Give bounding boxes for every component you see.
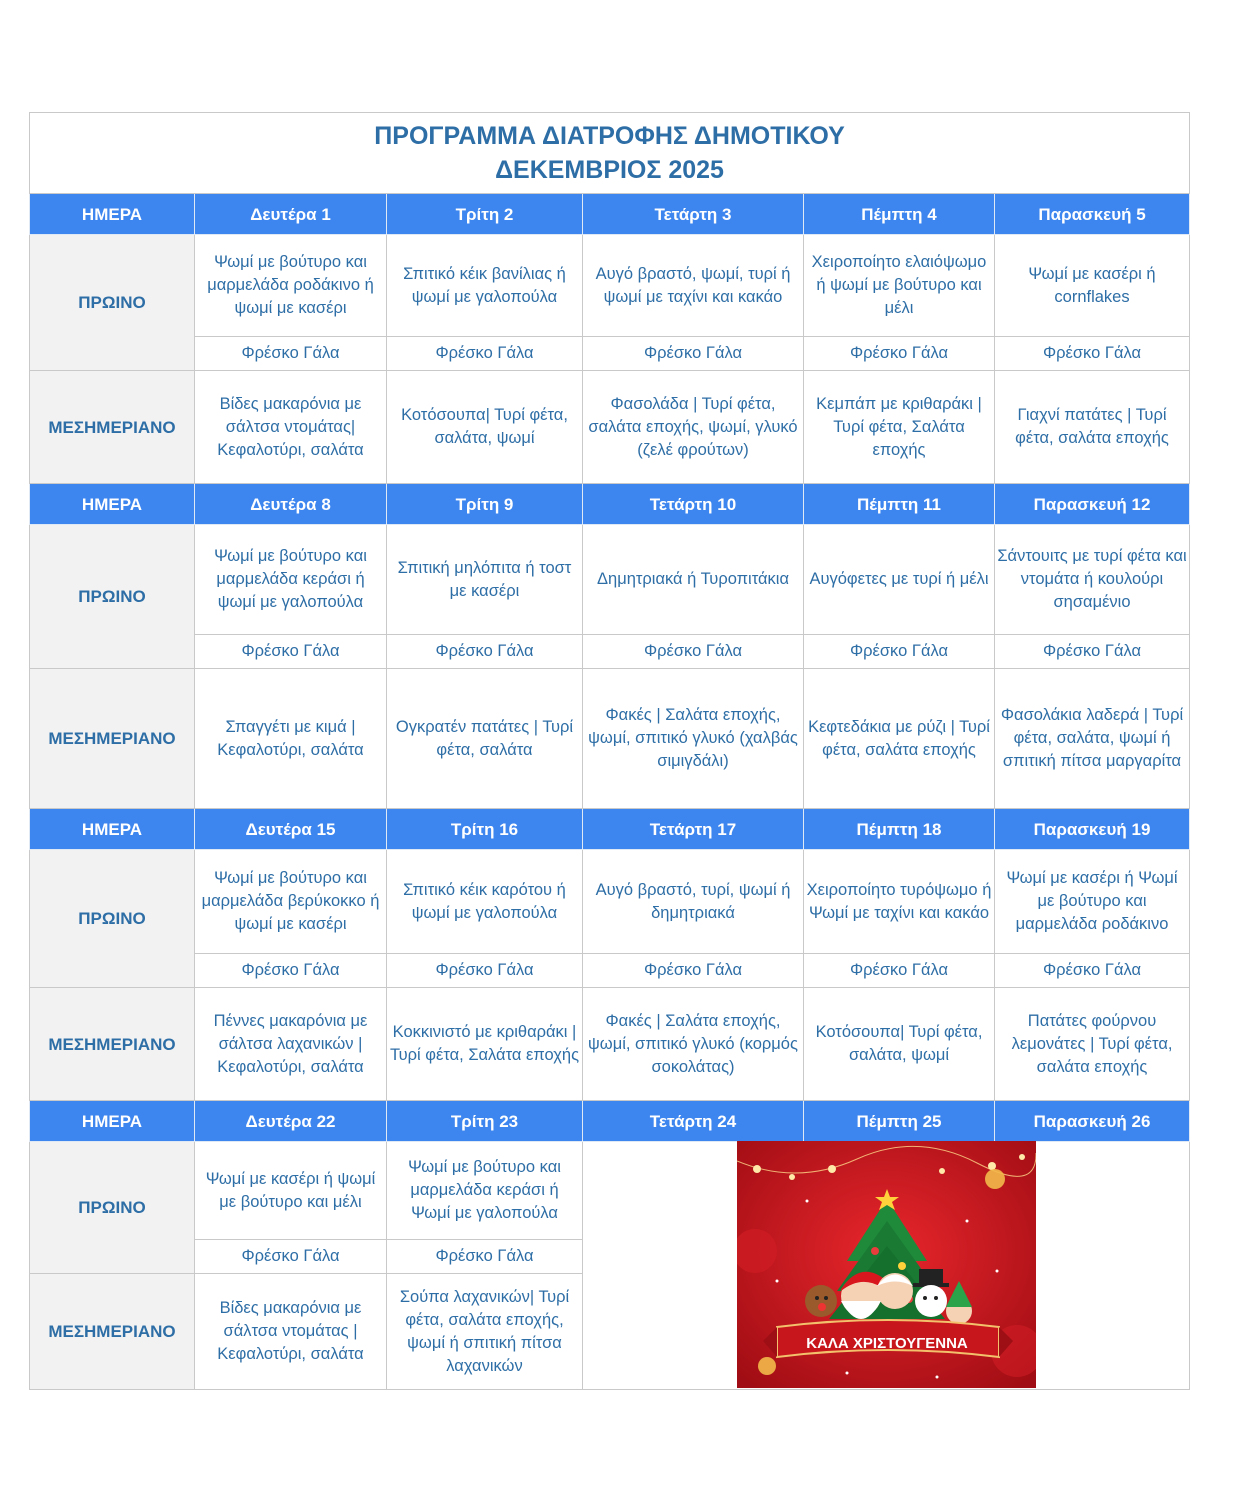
week-3-breakfast-row	[30, 850, 1190, 954]
milk-cell: Φρέσκο Γάλα	[804, 337, 995, 371]
greeting-banner-text: ΚΑΛΑ ΧΡΙΣΤΟΥΓΕΝΝΑ	[806, 1335, 968, 1352]
week-1-breakfast-row	[30, 235, 1190, 337]
week-3-lunch-row	[30, 988, 1190, 1101]
breakfast-cell: Σπιτικό κέικ καρότου ή ψωμί με γαλοπούλα	[387, 850, 583, 954]
week-4-breakfast-row	[30, 1142, 1190, 1240]
lunch-cell: Φακές | Σαλάτα εποχής, ψωμί, σπιτικό γλυκό (κορμός σοκολάτας)	[583, 988, 804, 1101]
breakfast-cell: Δημητριακά ή Τυροπιτάκια	[583, 525, 804, 635]
lunch-cell: Πατάτες φούρνου λεμονάτες | Τυρί φέτα, σαλάτα εποχής	[995, 988, 1190, 1101]
milk-cell: Φρέσκο Γάλα	[387, 954, 583, 988]
week-1-header-row	[30, 194, 1190, 235]
title-line-2: ΔΕΚΕΜΒΡΙΟΣ 2025	[495, 156, 724, 184]
day-label: ΗΜΕΡΑ	[30, 194, 195, 235]
day-header: Τρίτη 16	[387, 809, 583, 850]
lunch-cell: Σπαγγέτι με κιμά | Κεφαλοτύρι, σαλάτα	[195, 669, 387, 809]
day-header: Τρίτη 2	[387, 194, 583, 235]
week-4-header-row	[30, 1101, 1190, 1142]
breakfast-label: ΠΡΩΙΝΟ	[30, 525, 195, 669]
day-header: Τετάρτη 24	[583, 1101, 804, 1142]
milk-cell: Φρέσκο Γάλα	[804, 954, 995, 988]
milk-cell: Φρέσκο Γάλα	[195, 954, 387, 988]
lunch-label: ΜΕΣΗΜΕΡΙΑΝΟ	[30, 669, 195, 809]
milk-cell: Φρέσκο Γάλα	[195, 635, 387, 669]
day-label: ΗΜΕΡΑ	[30, 809, 195, 850]
breakfast-cell: Αυγό βραστό, τυρί, ψωμί ή δημητριακά	[583, 850, 804, 954]
day-header: Παρασκευή 26	[995, 1101, 1190, 1142]
breakfast-cell: Αυγόφετες με τυρί ή μέλι	[804, 525, 995, 635]
lunch-cell: Πέννες μακαρόνια με σάλτσα λαχανικών | Κεφαλοτύρι, σαλάτα	[195, 988, 387, 1101]
day-header: Δευτέρα 8	[195, 484, 387, 525]
lunch-cell: Κοκκινιστό με κριθαράκι | Τυρί φέτα, Σαλάτα εποχής	[387, 988, 583, 1101]
lunch-cell: Φασολάδα | Τυρί φέτα, σαλάτα εποχής, ψωμί, γλυκό (ζελέ φρούτων)	[583, 371, 804, 484]
lunch-cell: Κοτόσουπα| Τυρί φέτα, σαλάτα, ψωμί	[387, 371, 583, 484]
breakfast-cell: Ψωμί με βούτυρο και μαρμελάδα κεράσι ή Ψωμί με γαλοπούλα	[387, 1142, 583, 1240]
milk-cell: Φρέσκο Γάλα	[583, 635, 804, 669]
breakfast-cell: Σάντουιτς με τυρί φέτα και ντομάτα ή κουλούρι σησαμένιο	[995, 525, 1190, 635]
breakfast-cell: Ψωμί με κασέρι ή cornflakes	[995, 235, 1190, 337]
breakfast-cell: Χειροποίητο ελαιόψωμο ή ψωμί με βούτυρο και μέλι	[804, 235, 995, 337]
breakfast-cell: Ψωμί με βούτυρο και μαρμελάδα κεράσι ή ψωμί με γαλοπούλα	[195, 525, 387, 635]
week-3-milk-row	[30, 954, 1190, 988]
holiday-cell	[583, 1142, 1190, 1390]
milk-cell: Φρέσκο Γάλα	[995, 337, 1190, 371]
lunch-cell: Φασολάκια λαδερά | Τυρί φέτα, σαλάτα, ψωμί ή σπιτική πίτσα μαργαρίτα	[995, 669, 1190, 809]
lunch-cell: Κεμπάπ με κριθαράκι | Τυρί φέτα, Σαλάτα εποχής	[804, 371, 995, 484]
title-line-1: ΠΡΟΓΡΑΜΜΑ ΔΙΑΤΡΟΦΗΣ ΔΗΜΟΤΙΚΟΥ	[374, 122, 845, 150]
lunch-label: ΜΕΣΗΜΕΡΙΑΝΟ	[30, 988, 195, 1101]
day-header: Παρασκευή 19	[995, 809, 1190, 850]
breakfast-cell: Ψωμί με βούτυρο και μαρμελάδα βερύκοκκο ή ψωμί με κασέρι	[195, 850, 387, 954]
lunch-cell: Κεφτεδάκια με ρύζι | Τυρί φέτα, σαλάτα εποχής	[804, 669, 995, 809]
breakfast-cell: Αυγό βραστό, ψωμί, τυρί ή ψωμί με ταχίνι και κακάο	[583, 235, 804, 337]
lunch-label: ΜΕΣΗΜΕΡΙΑΝΟ	[30, 371, 195, 484]
day-label: ΗΜΕΡΑ	[30, 1101, 195, 1142]
day-header: Πέμπτη 4	[804, 194, 995, 235]
milk-cell: Φρέσκο Γάλα	[995, 635, 1190, 669]
day-header: Τρίτη 9	[387, 484, 583, 525]
lunch-label: ΜΕΣΗΜΕΡΙΑΝΟ	[30, 1274, 195, 1390]
week-1-lunch-row	[30, 371, 1190, 484]
day-header: Τρίτη 23	[387, 1101, 583, 1142]
week-3-header-row	[30, 809, 1190, 850]
breakfast-cell: Ψωμί με βούτυρο και μαρμελάδα ροδάκινο ή ψωμί με κασέρι	[195, 235, 387, 337]
day-header: Παρασκευή 5	[995, 194, 1190, 235]
milk-cell: Φρέσκο Γάλα	[195, 337, 387, 371]
milk-cell: Φρέσκο Γάλα	[995, 954, 1190, 988]
lunch-cell: Φακές | Σαλάτα εποχής, ψωμί, σπιτικό γλυκό (χαλβάς σιμιγδάλι)	[583, 669, 804, 809]
lunch-cell: Βίδες μακαρόνια με σάλτσα ντομάτας | Κεφαλοτύρι, σαλάτα	[195, 1274, 387, 1390]
week-2-header-row	[30, 484, 1190, 525]
day-header: Παρασκευή 12	[995, 484, 1190, 525]
breakfast-cell: Χειροποίητο τυρόψωμο ή Ψωμί με ταχίνι και κακάο	[804, 850, 995, 954]
lunch-cell: Ογκρατέν πατάτες | Τυρί φέτα, σαλάτα	[387, 669, 583, 809]
breakfast-label: ΠΡΩΙΝΟ	[30, 1142, 195, 1274]
day-header: Δευτέρα 22	[195, 1101, 387, 1142]
milk-cell: Φρέσκο Γάλα	[387, 1240, 583, 1274]
lunch-cell: Κοτόσουπα| Τυρί φέτα, σαλάτα, ψωμί	[804, 988, 995, 1101]
day-header: Πέμπτη 11	[804, 484, 995, 525]
day-header: Τετάρτη 3	[583, 194, 804, 235]
milk-cell: Φρέσκο Γάλα	[583, 337, 804, 371]
day-header: Πέμπτη 18	[804, 809, 995, 850]
document-title	[30, 113, 1190, 194]
day-header: Τετάρτη 10	[583, 484, 804, 525]
day-header: Τετάρτη 17	[583, 809, 804, 850]
breakfast-cell: Σπιτική μηλόπιτα ή τοστ με κασέρι	[387, 525, 583, 635]
breakfast-label: ΠΡΩΙΝΟ	[30, 235, 195, 371]
day-label: ΗΜΕΡΑ	[30, 484, 195, 525]
day-header: Δευτέρα 1	[195, 194, 387, 235]
lunch-cell: Βίδες μακαρόνια με σάλτσα ντομάτας| Κεφαλοτύρι, σαλάτα	[195, 371, 387, 484]
breakfast-cell: Ψωμί με κασέρι ή Ψωμί με βούτυρο και μαρμελάδα ροδάκινο	[995, 850, 1190, 954]
lunch-cell: Γιαχνί πατάτες | Τυρί φέτα, σαλάτα εποχής	[995, 371, 1190, 484]
menu-document	[29, 112, 1189, 1390]
milk-cell: Φρέσκο Γάλα	[804, 635, 995, 669]
day-header: Δευτέρα 15	[195, 809, 387, 850]
breakfast-label: ΠΡΩΙΝΟ	[30, 850, 195, 988]
menu-table	[29, 112, 1190, 1390]
lunch-cell: Σούπα λαχανικών| Τυρί φέτα, σαλάτα εποχής, ψωμί ή σπιτική πίτσα λαχανικών	[387, 1274, 583, 1390]
milk-cell: Φρέσκο Γάλα	[387, 337, 583, 371]
week-2-milk-row	[30, 635, 1190, 669]
week-2-breakfast-row	[30, 525, 1190, 635]
milk-cell: Φρέσκο Γάλα	[195, 1240, 387, 1274]
milk-cell: Φρέσκο Γάλα	[387, 635, 583, 669]
christmas-greeting-image	[737, 1141, 1036, 1388]
week-2-lunch-row	[30, 669, 1190, 809]
day-header: Πέμπτη 25	[804, 1101, 995, 1142]
breakfast-cell: Ψωμί με κασέρι ή ψωμί με βούτυρο και μέλι	[195, 1142, 387, 1240]
week-1-milk-row	[30, 337, 1190, 371]
milk-cell: Φρέσκο Γάλα	[583, 954, 804, 988]
breakfast-cell: Σπιτικό κέικ βανίλιας ή ψωμί με γαλοπούλα	[387, 235, 583, 337]
